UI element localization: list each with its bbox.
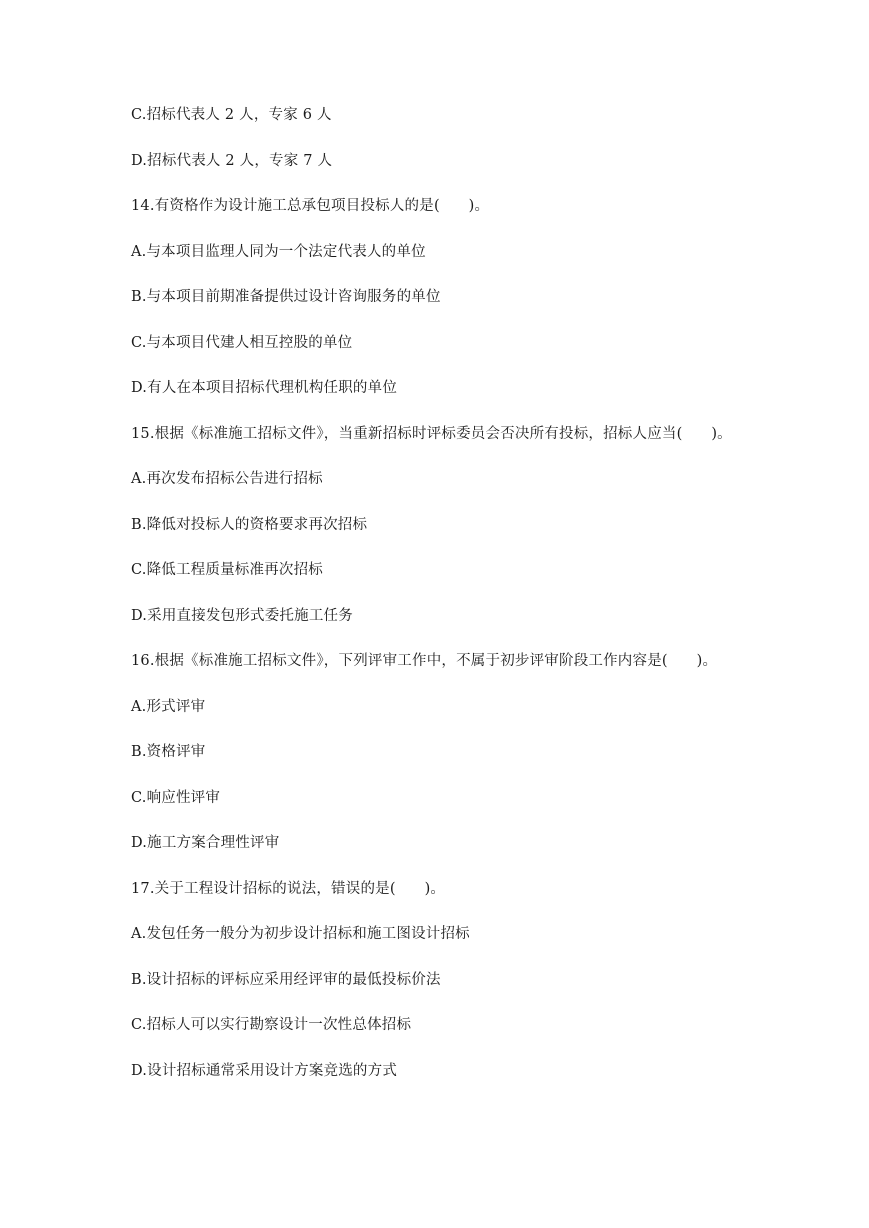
option-b-q17: B.设计招标的评标应采用经评审的最低投标价法 bbox=[131, 972, 441, 988]
option-a-q16: A.形式评审 bbox=[131, 699, 206, 715]
option-c-q15: C.降低工程质量标准再次招标 bbox=[131, 562, 323, 578]
option-c-q13: C.招标代表人 2 人，专家 6 人 bbox=[131, 107, 332, 123]
question-14: 14.有资格作为设计施工总承包项目投标人的是( )。 bbox=[131, 198, 490, 214]
option-d-q15: D.采用直接发包形式委托施工任务 bbox=[131, 608, 353, 624]
option-d-q17: D.设计招标通常采用设计方案竞选的方式 bbox=[131, 1063, 398, 1079]
question-16: 16.根据《标准施工招标文件》，下列评审工作中，不属于初步评审阶段工作内容是( )。 bbox=[131, 653, 718, 669]
option-c-q17: C.招标人可以实行勘察设计一次性总体招标 bbox=[131, 1017, 412, 1033]
option-b-q16: B.资格评审 bbox=[131, 744, 206, 760]
option-d-q13: D.招标代表人 2 人，专家 7 人 bbox=[131, 153, 333, 169]
option-a-q14: A.与本项目监理人同为一个法定代表人的单位 bbox=[131, 244, 426, 260]
option-b-q14: B.与本项目前期准备提供过设计咨询服务的单位 bbox=[131, 289, 441, 305]
option-a-q17: A.发包任务一般分为初步设计招标和施工图设计招标 bbox=[131, 926, 470, 942]
option-c-q14: C.与本项目代建人相互控股的单位 bbox=[131, 335, 353, 351]
option-d-q14: D.有人在本项目招标代理机构任职的单位 bbox=[131, 380, 398, 396]
option-b-q15: B.降低对投标人的资格要求再次招标 bbox=[131, 517, 368, 533]
option-c-q16: C.响应性评审 bbox=[131, 790, 221, 806]
question-17: 17.关于工程设计招标的说法，错误的是( )。 bbox=[131, 881, 446, 897]
option-d-q16: D.施工方案合理性评审 bbox=[131, 835, 280, 851]
question-15: 15.根据《标准施工招标文件》，当重新招标时评标委员会否决所有投标，招标人应当( )。 bbox=[131, 426, 732, 442]
option-a-q15: A.再次发布招标公告进行招标 bbox=[131, 471, 323, 487]
